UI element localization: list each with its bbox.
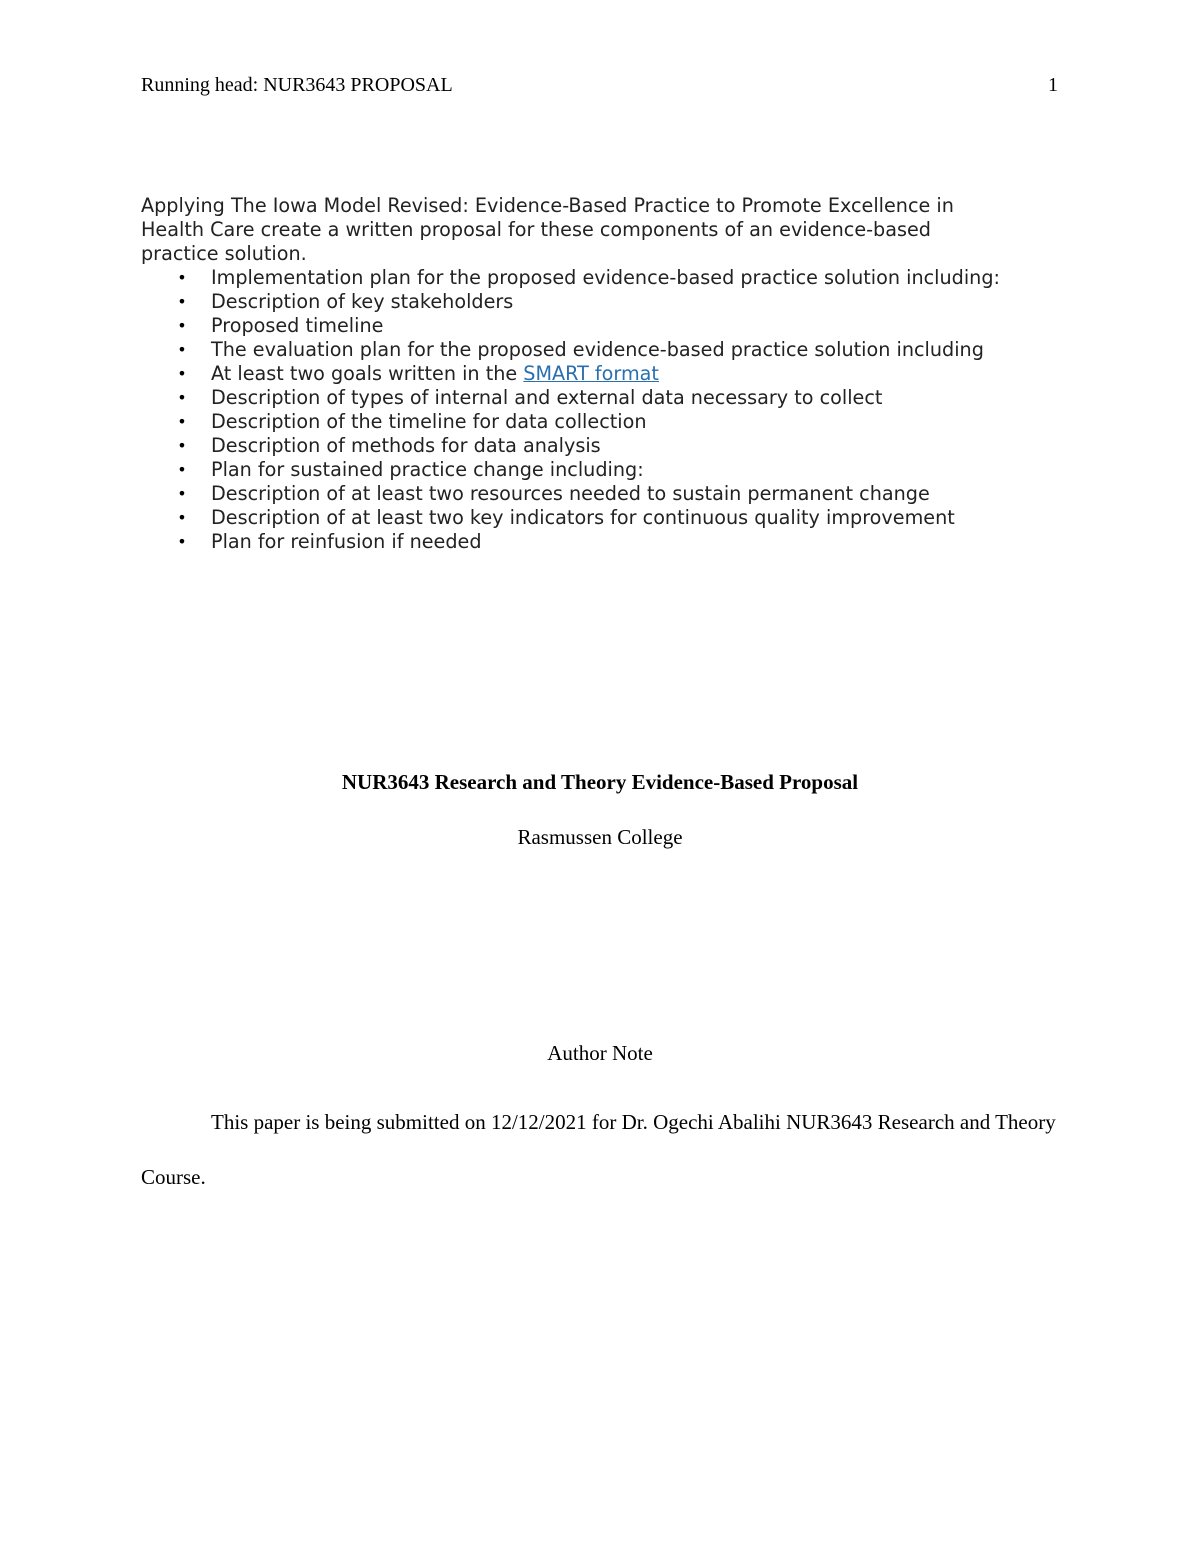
page-number: 1	[1048, 74, 1058, 96]
smart-format-link[interactable]: SMART format	[523, 362, 659, 385]
list-item	[141, 482, 1071, 506]
list-item-text: Description of types of internal and external data necessary to collect	[211, 386, 883, 409]
list-item-text: Description of methods for data analysis	[211, 434, 601, 457]
requirements-list	[141, 266, 1071, 554]
bullet-icon: •	[177, 532, 187, 551]
list-item-text: Description of at least two resources needed to sustain permanent change	[211, 482, 930, 505]
list-item-text: Description of at least two key indicators for continuous quality improvement	[211, 506, 955, 529]
bullet-icon: •	[177, 436, 187, 455]
list-item	[141, 338, 1071, 362]
bullet-icon: •	[177, 292, 187, 311]
bullet-icon: •	[177, 340, 187, 359]
list-item	[141, 410, 1071, 434]
list-item-text: Implementation plan for the proposed evidence-based practice solution including:	[211, 266, 1000, 289]
list-item-text: At least two goals written in the	[211, 362, 524, 385]
list-item-text: The evaluation plan for the proposed evidence-based practice solution including	[211, 338, 984, 361]
prompt-intro: Applying The Iowa Model Revised: Evidence-Based Practice to Promote Excellence in Health Care create a written proposal for these components of an evidence-based practice solution.	[141, 194, 954, 265]
list-item	[141, 314, 1071, 338]
bullet-icon: •	[177, 484, 187, 503]
list-item	[141, 458, 1071, 482]
list-item-text: Plan for sustained practice change including:	[211, 458, 644, 481]
paper-title: NUR3643 Research and Theory Evidence-Based Proposal	[341, 770, 859, 794]
list-item	[141, 266, 1071, 290]
list-item	[141, 362, 1071, 386]
list-item	[141, 530, 1071, 554]
list-item-text: Plan for reinfusion if needed	[211, 530, 482, 553]
bullet-icon: •	[177, 460, 187, 479]
list-item	[141, 290, 1071, 314]
bullet-icon: •	[177, 412, 187, 431]
list-item-text: Description of the timeline for data collection	[211, 410, 647, 433]
bullet-icon: •	[177, 364, 187, 383]
list-item	[141, 434, 1071, 458]
assignment-prompt	[141, 194, 1071, 554]
list-item-text: Proposed timeline	[211, 314, 384, 337]
bullet-icon: •	[177, 508, 187, 527]
bullet-icon: •	[177, 388, 187, 407]
author-note-body	[141, 1095, 1061, 1205]
list-item	[141, 386, 1071, 410]
institution-name: Rasmussen College	[517, 825, 683, 849]
list-item	[141, 506, 1071, 530]
list-item-text: Description of key stakeholders	[211, 290, 514, 313]
author-note-text: This paper is being submitted on 12/12/2021 for Dr. Ogechi Abalihi NUR3643 Research and Theory Course.	[141, 1110, 1056, 1189]
bullet-icon: •	[177, 316, 187, 335]
author-note-heading: Author Note	[547, 1041, 653, 1065]
page-header	[141, 74, 1058, 102]
running-head: Running head: NUR3643 PROPOSAL	[141, 74, 453, 96]
bullet-icon: •	[177, 268, 187, 287]
